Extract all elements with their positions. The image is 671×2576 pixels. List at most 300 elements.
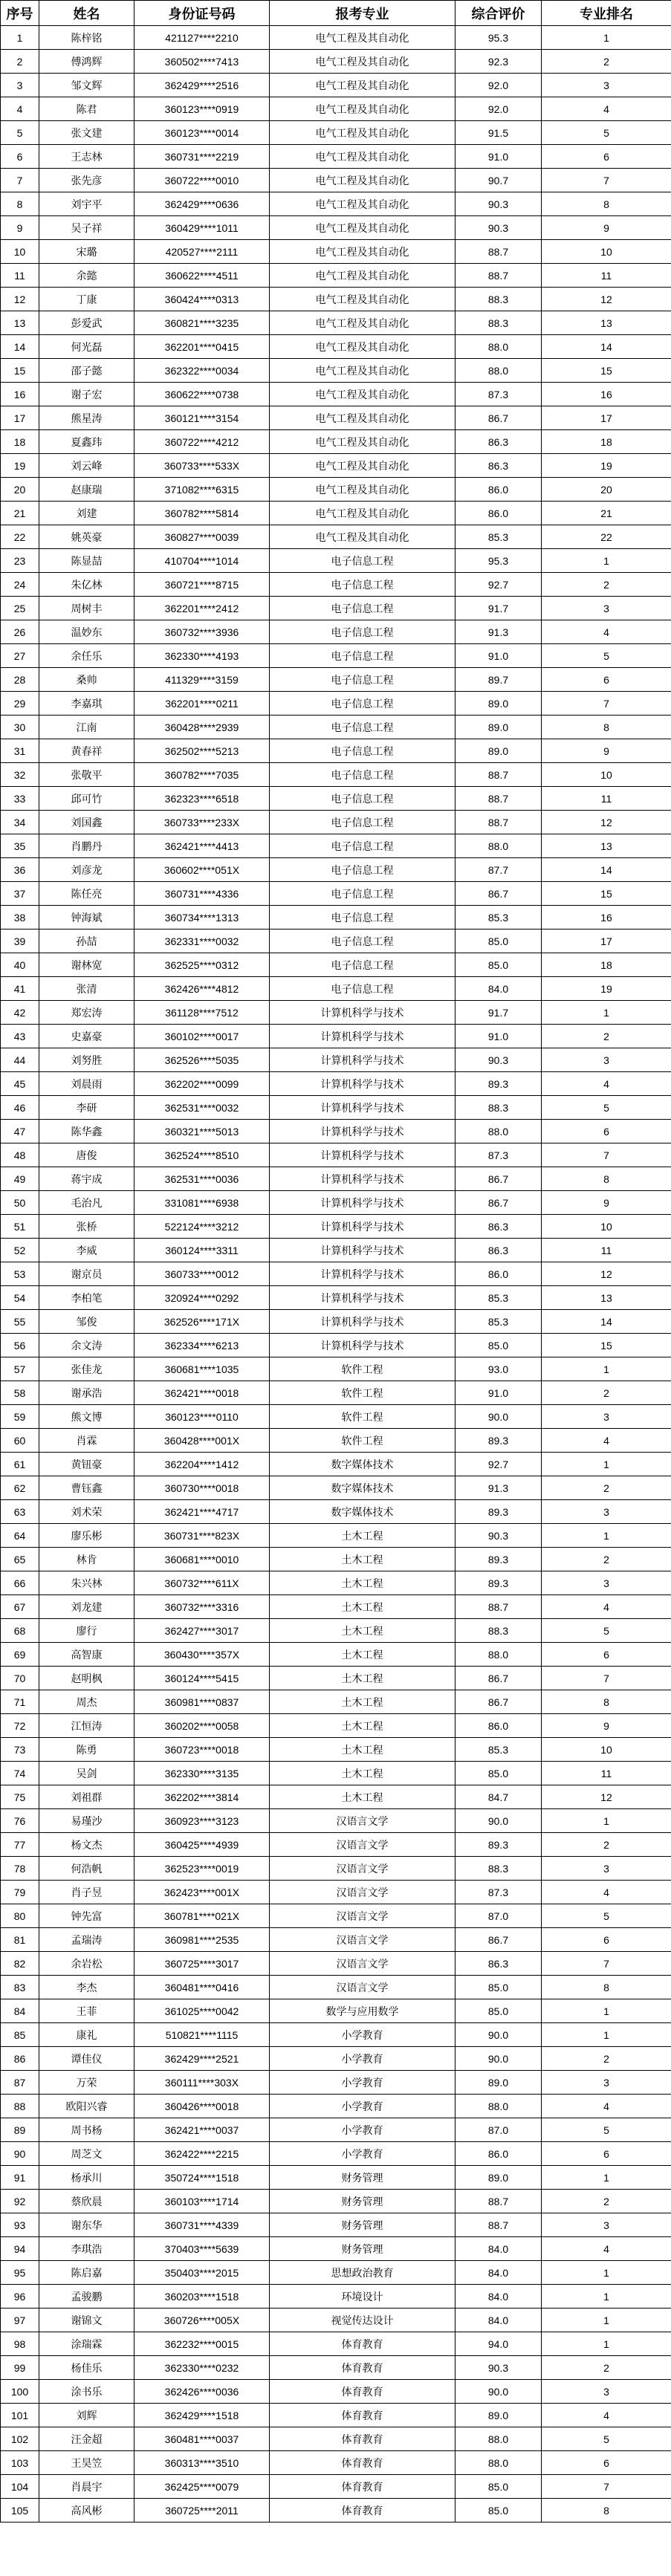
cell-id-number: 360121****3154 [134, 406, 270, 430]
cell-score: 88.7 [456, 763, 542, 787]
cell-id-number: 360981****0837 [134, 1690, 270, 1714]
cell-score: 84.0 [456, 2285, 542, 2309]
cell-id-number: 410704****1014 [134, 549, 270, 573]
cell-rank: 10 [542, 1738, 671, 1762]
cell-serial: 14 [1, 335, 39, 359]
table-row [1, 1881, 671, 1904]
cell-score: 88.7 [456, 240, 542, 264]
cell-score: 91.3 [456, 1476, 542, 1500]
cell-name: 肖晨宇 [39, 2475, 134, 2499]
cell-rank: 2 [542, 573, 671, 597]
cell-id-number: 360733****233X [134, 811, 270, 834]
cell-name: 张佳龙 [39, 1357, 134, 1381]
table-row [1, 620, 671, 644]
cell-score: 88.3 [456, 288, 542, 311]
cell-id-number: 362323****6518 [134, 787, 270, 811]
table-row [1, 1500, 671, 1524]
table-row [1, 2095, 671, 2118]
cell-serial: 91 [1, 2166, 39, 2190]
table-row [1, 2142, 671, 2166]
cell-id-number: 362526****171X [134, 1310, 270, 1334]
cell-serial: 34 [1, 811, 39, 834]
cell-major: 视觉传达设计 [270, 2309, 456, 2332]
cell-rank: 1 [542, 2285, 671, 2309]
cell-serial: 85 [1, 2023, 39, 2047]
table-row [1, 2451, 671, 2475]
cell-rank: 3 [542, 2380, 671, 2404]
cell-id-number: 360103****1714 [134, 2190, 270, 2213]
cell-major: 电气工程及其自动化 [270, 121, 456, 145]
cell-name: 刘晨雨 [39, 1072, 134, 1096]
cell-id-number: 362531****0036 [134, 1167, 270, 1191]
cell-major: 计算机科学与技术 [270, 1072, 456, 1096]
cell-rank: 7 [542, 169, 671, 192]
cell-score: 85.0 [456, 1334, 542, 1357]
cell-name: 江恒涛 [39, 1714, 134, 1738]
cell-serial: 82 [1, 1952, 39, 1976]
cell-serial: 29 [1, 692, 39, 716]
cell-serial: 11 [1, 264, 39, 288]
cell-major: 电子信息工程 [270, 549, 456, 573]
cell-rank: 1 [542, 1524, 671, 1548]
cell-rank: 19 [542, 977, 671, 1001]
cell-name: 何光磊 [39, 335, 134, 359]
cell-id-number: 360502****7413 [134, 50, 270, 74]
cell-major: 电气工程及其自动化 [270, 288, 456, 311]
cell-score: 92.7 [456, 1453, 542, 1476]
cell-id-number: 371082****6315 [134, 478, 270, 502]
cell-score: 86.3 [456, 1239, 542, 1262]
cell-rank: 7 [542, 1952, 671, 1976]
table-row [1, 525, 671, 549]
cell-id-number: 362204****1412 [134, 1453, 270, 1476]
cell-id-number: 362201****0211 [134, 692, 270, 716]
cell-serial: 33 [1, 787, 39, 811]
cell-serial: 54 [1, 1286, 39, 1310]
cell-score: 86.7 [456, 882, 542, 906]
cell-rank: 3 [542, 2213, 671, 2237]
cell-serial: 70 [1, 1667, 39, 1690]
table-row [1, 288, 671, 311]
table-row [1, 1714, 671, 1738]
cell-rank: 1 [542, 1357, 671, 1381]
cell-serial: 37 [1, 882, 39, 906]
cell-rank: 7 [542, 692, 671, 716]
cell-major: 电子信息工程 [270, 692, 456, 716]
cell-serial: 35 [1, 834, 39, 858]
table-row [1, 2190, 671, 2213]
cell-rank: 7 [542, 2475, 671, 2499]
cell-serial: 68 [1, 1619, 39, 1643]
cell-id-number: 362423****001X [134, 1881, 270, 1904]
cell-score: 88.3 [456, 1096, 542, 1120]
cell-name: 张桥 [39, 1215, 134, 1239]
cell-id-number: 362531****0032 [134, 1096, 270, 1120]
cell-rank: 5 [542, 1096, 671, 1120]
cell-rank: 5 [542, 2118, 671, 2142]
cell-serial: 20 [1, 478, 39, 502]
table-row [1, 2332, 671, 2356]
cell-serial: 60 [1, 1429, 39, 1453]
cell-major: 电子信息工程 [270, 787, 456, 811]
table-row [1, 1310, 671, 1334]
cell-major: 电气工程及其自动化 [270, 26, 456, 50]
cell-major: 电子信息工程 [270, 858, 456, 882]
cell-major: 思想政治教育 [270, 2261, 456, 2285]
cell-major: 电气工程及其自动化 [270, 430, 456, 454]
cell-score: 89.0 [456, 739, 542, 763]
cell-score: 91.0 [456, 145, 542, 169]
cell-major: 计算机科学与技术 [270, 1025, 456, 1048]
cell-serial: 27 [1, 644, 39, 668]
table-row [1, 1381, 671, 1405]
cell-major: 计算机科学与技术 [270, 1143, 456, 1167]
table-body [1, 26, 671, 2523]
cell-serial: 46 [1, 1096, 39, 1120]
table-row [1, 1405, 671, 1429]
cell-rank: 14 [542, 335, 671, 359]
cell-score: 87.0 [456, 2118, 542, 2142]
cell-id-number: 362426****4812 [134, 977, 270, 1001]
table-row [1, 1120, 671, 1143]
cell-id-number: 360481****0416 [134, 1976, 270, 1999]
cell-major: 电子信息工程 [270, 834, 456, 858]
cell-major: 计算机科学与技术 [270, 1262, 456, 1286]
cell-serial: 23 [1, 549, 39, 573]
cell-rank: 1 [542, 2309, 671, 2332]
cell-name: 刘努胜 [39, 1048, 134, 1072]
cell-rank: 8 [542, 1690, 671, 1714]
cell-id-number: 350724****1518 [134, 2166, 270, 2190]
cell-rank: 11 [542, 1762, 671, 1785]
cell-name: 彭爱武 [39, 311, 134, 335]
cell-major: 计算机科学与技术 [270, 1310, 456, 1334]
table-row [1, 1001, 671, 1025]
table-row [1, 597, 671, 620]
cell-name: 温妙东 [39, 620, 134, 644]
cell-score: 89.0 [456, 2166, 542, 2190]
cell-name: 钟海斌 [39, 906, 134, 929]
table-row [1, 192, 671, 216]
table-row [1, 2118, 671, 2142]
table-row [1, 1833, 671, 1857]
cell-major: 小学教育 [270, 2047, 456, 2071]
cell-name: 涂书乐 [39, 2380, 134, 2404]
cell-id-number: 420527****2111 [134, 240, 270, 264]
cell-id-number: 362524****8510 [134, 1143, 270, 1167]
cell-id-number: 360981****2535 [134, 1928, 270, 1952]
cell-rank: 4 [542, 1595, 671, 1619]
cell-name: 傅鸿辉 [39, 50, 134, 74]
cell-name: 邵子懿 [39, 359, 134, 383]
cell-id-number: 362429****2521 [134, 2047, 270, 2071]
cell-id-number: 362429****0636 [134, 192, 270, 216]
table-row [1, 1334, 671, 1357]
cell-major: 电气工程及其自动化 [270, 264, 456, 288]
cell-major: 体育教育 [270, 2427, 456, 2451]
cell-name: 刘祖群 [39, 1785, 134, 1809]
cell-name: 高智康 [39, 1643, 134, 1667]
cell-name: 陈任亮 [39, 882, 134, 906]
cell-major: 小学教育 [270, 2118, 456, 2142]
cell-id-number: 360102****0017 [134, 1025, 270, 1048]
cell-rank: 4 [542, 97, 671, 121]
table-row [1, 2237, 671, 2261]
table-row [1, 2023, 671, 2047]
cell-name: 肖鹏丹 [39, 834, 134, 858]
cell-major: 数字媒体技术 [270, 1453, 456, 1476]
cell-serial: 22 [1, 525, 39, 549]
cell-id-number: 360428****2939 [134, 716, 270, 739]
cell-id-number: 362526****5035 [134, 1048, 270, 1072]
cell-serial: 10 [1, 240, 39, 264]
table-row [1, 1857, 671, 1881]
cell-rank: 8 [542, 192, 671, 216]
cell-score: 86.7 [456, 1667, 542, 1690]
cell-rank: 10 [542, 1215, 671, 1239]
cell-id-number: 360731****2219 [134, 145, 270, 169]
cell-major: 软件工程 [270, 1405, 456, 1429]
cell-rank: 13 [542, 311, 671, 335]
cell-major: 电气工程及其自动化 [270, 478, 456, 502]
cell-rank: 3 [542, 597, 671, 620]
cell-major: 小学教育 [270, 2023, 456, 2047]
cell-rank: 15 [542, 1334, 671, 1357]
cell-id-number: 360781****021X [134, 1904, 270, 1928]
cell-serial: 19 [1, 454, 39, 478]
cell-score: 86.7 [456, 406, 542, 430]
table-row [1, 2285, 671, 2309]
cell-rank: 10 [542, 763, 671, 787]
cell-name: 余文涛 [39, 1334, 134, 1357]
cell-rank: 3 [542, 2071, 671, 2095]
cell-name: 易瑾沙 [39, 1809, 134, 1833]
cell-name: 林肯 [39, 1548, 134, 1571]
table-row [1, 264, 671, 288]
cell-name: 余岩松 [39, 1952, 134, 1976]
table-row [1, 1548, 671, 1571]
cell-score: 88.0 [456, 834, 542, 858]
cell-rank: 2 [542, 2356, 671, 2380]
cell-score: 84.7 [456, 1785, 542, 1809]
cell-major: 计算机科学与技术 [270, 1120, 456, 1143]
cell-score: 86.0 [456, 502, 542, 525]
cell-serial: 69 [1, 1643, 39, 1667]
cell-score: 92.0 [456, 74, 542, 97]
cell-name: 陈勇 [39, 1738, 134, 1762]
cell-name: 杨佳乐 [39, 2356, 134, 2380]
cell-name: 刘宇平 [39, 192, 134, 216]
table-row [1, 763, 671, 787]
cell-name: 唐俊 [39, 1143, 134, 1167]
cell-name: 邹俊 [39, 1310, 134, 1334]
cell-name: 姚英豪 [39, 525, 134, 549]
cell-rank: 1 [542, 1001, 671, 1025]
cell-rank: 18 [542, 953, 671, 977]
cell-major: 计算机科学与技术 [270, 1215, 456, 1239]
table-row [1, 1595, 671, 1619]
cell-serial: 76 [1, 1809, 39, 1833]
cell-rank: 12 [542, 1785, 671, 1809]
cell-name: 陈君 [39, 97, 134, 121]
cell-name: 肖子昱 [39, 1881, 134, 1904]
header-major: 报考专业 [270, 1, 456, 26]
cell-rank: 15 [542, 359, 671, 383]
table-row [1, 74, 671, 97]
cell-score: 86.3 [456, 1952, 542, 1976]
table-row [1, 2213, 671, 2237]
header-serial: 序号 [1, 1, 39, 26]
cell-serial: 104 [1, 2475, 39, 2499]
cell-score: 88.3 [456, 311, 542, 335]
cell-score: 93.0 [456, 1357, 542, 1381]
cell-major: 电气工程及其自动化 [270, 359, 456, 383]
table-row [1, 1667, 671, 1690]
cell-major: 电子信息工程 [270, 739, 456, 763]
cell-serial: 89 [1, 2118, 39, 2142]
cell-score: 90.0 [456, 1405, 542, 1429]
cell-score: 88.7 [456, 2213, 542, 2237]
table-row [1, 1809, 671, 1833]
cell-name: 何浩帆 [39, 1857, 134, 1881]
header-score: 综合评价 [456, 1, 542, 26]
cell-id-number: 362421****4413 [134, 834, 270, 858]
cell-serial: 58 [1, 1381, 39, 1405]
cell-rank: 21 [542, 502, 671, 525]
cell-serial: 99 [1, 2356, 39, 2380]
cell-score: 91.5 [456, 121, 542, 145]
cell-serial: 63 [1, 1500, 39, 1524]
cell-serial: 15 [1, 359, 39, 383]
cell-rank: 18 [542, 430, 671, 454]
cell-rank: 2 [542, 50, 671, 74]
cell-rank: 12 [542, 811, 671, 834]
cell-id-number: 361025****0042 [134, 1999, 270, 2023]
cell-rank: 4 [542, 1881, 671, 1904]
cell-major: 电气工程及其自动化 [270, 216, 456, 240]
cell-major: 数字媒体技术 [270, 1500, 456, 1524]
cell-rank: 12 [542, 1262, 671, 1286]
cell-rank: 14 [542, 858, 671, 882]
cell-serial: 18 [1, 430, 39, 454]
cell-name: 周杰 [39, 1690, 134, 1714]
cell-id-number: 360425****4939 [134, 1833, 270, 1857]
table-row [1, 1785, 671, 1809]
cell-major: 土木工程 [270, 1785, 456, 1809]
cell-name: 李杰 [39, 1976, 134, 1999]
cell-id-number: 360725****3017 [134, 1952, 270, 1976]
cell-score: 86.0 [456, 1714, 542, 1738]
cell-id-number: 362202****0099 [134, 1072, 270, 1096]
cell-score: 90.3 [456, 216, 542, 240]
table-row [1, 977, 671, 1001]
cell-serial: 17 [1, 406, 39, 430]
cell-score: 88.7 [456, 811, 542, 834]
cell-serial: 80 [1, 1904, 39, 1928]
cell-rank: 5 [542, 644, 671, 668]
table-row [1, 573, 671, 597]
table-row [1, 1143, 671, 1167]
cell-rank: 4 [542, 2095, 671, 2118]
table-row [1, 1643, 671, 1667]
cell-name: 熊文博 [39, 1405, 134, 1429]
cell-serial: 5 [1, 121, 39, 145]
cell-rank: 3 [542, 1405, 671, 1429]
cell-id-number: 362425****0079 [134, 2475, 270, 2499]
cell-rank: 2 [542, 1381, 671, 1405]
cell-major: 汉语言文学 [270, 1976, 456, 1999]
cell-id-number: 362427****3017 [134, 1619, 270, 1643]
cell-score: 87.0 [456, 1904, 542, 1928]
cell-score: 90.3 [456, 1524, 542, 1548]
table-row [1, 882, 671, 906]
header-id-number: 身份证号码 [134, 1, 270, 26]
cell-name: 张文建 [39, 121, 134, 145]
cell-major: 电子信息工程 [270, 929, 456, 953]
cell-name: 谭佳仪 [39, 2047, 134, 2071]
cell-score: 90.3 [456, 192, 542, 216]
cell-serial: 103 [1, 2451, 39, 2475]
cell-score: 88.0 [456, 359, 542, 383]
cell-id-number: 370403****5639 [134, 2237, 270, 2261]
table-row [1, 1976, 671, 1999]
cell-score: 85.0 [456, 929, 542, 953]
cell-rank: 1 [542, 1809, 671, 1833]
cell-name: 吴剑 [39, 1762, 134, 1785]
cell-name: 赵明枫 [39, 1667, 134, 1690]
cell-major: 土木工程 [270, 1524, 456, 1548]
table-row [1, 1025, 671, 1048]
cell-rank: 5 [542, 2427, 671, 2451]
cell-score: 90.0 [456, 1809, 542, 1833]
cell-name: 邹文辉 [39, 74, 134, 97]
cell-major: 数学与应用数学 [270, 1999, 456, 2023]
cell-id-number: 360429****1011 [134, 216, 270, 240]
cell-serial: 16 [1, 383, 39, 406]
cell-rank: 15 [542, 882, 671, 906]
cell-name: 宋璐 [39, 240, 134, 264]
cell-name: 刘云峰 [39, 454, 134, 478]
cell-score: 86.3 [456, 454, 542, 478]
table-row [1, 834, 671, 858]
table-row [1, 1072, 671, 1096]
header-rank: 专业排名 [542, 1, 671, 26]
cell-name: 郑宏涛 [39, 1001, 134, 1025]
cell-name: 廖乐彬 [39, 1524, 134, 1548]
table-row [1, 1262, 671, 1286]
cell-rank: 4 [542, 2237, 671, 2261]
cell-name: 杨承川 [39, 2166, 134, 2190]
cell-name: 刘国鑫 [39, 811, 134, 834]
table-row [1, 1928, 671, 1952]
cell-rank: 1 [542, 26, 671, 50]
cell-major: 电气工程及其自动化 [270, 311, 456, 335]
cell-id-number: 360313****3510 [134, 2451, 270, 2475]
cell-score: 92.0 [456, 97, 542, 121]
cell-serial: 64 [1, 1524, 39, 1548]
cell-serial: 75 [1, 1785, 39, 1809]
cell-major: 财务管理 [270, 2213, 456, 2237]
cell-serial: 55 [1, 1310, 39, 1334]
cell-major: 汉语言文学 [270, 1833, 456, 1857]
cell-score: 89.3 [456, 1548, 542, 1571]
cell-score: 88.7 [456, 2190, 542, 2213]
cell-score: 89.0 [456, 2071, 542, 2095]
cell-id-number: 360731****4336 [134, 882, 270, 906]
cell-id-number: 360602****051X [134, 858, 270, 882]
cell-name: 汪金超 [39, 2427, 134, 2451]
cell-name: 李嘉琪 [39, 692, 134, 716]
